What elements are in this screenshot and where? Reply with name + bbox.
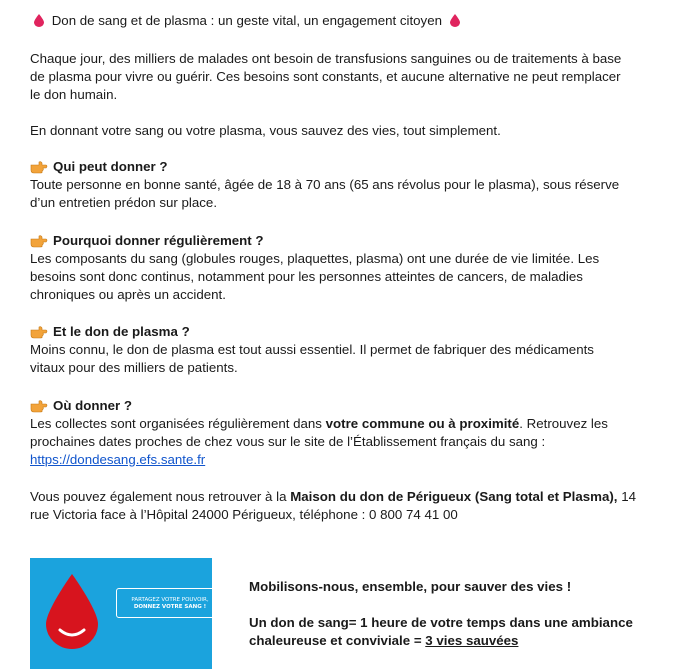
plasma-line: vitaux pour des milliers de patients. xyxy=(30,360,238,375)
callout-line xyxy=(249,632,518,650)
who-heading xyxy=(30,158,168,176)
efs-link-line xyxy=(30,451,205,469)
house-line xyxy=(30,488,636,506)
heading-text: Pourquoi donner régulièrement ? xyxy=(53,233,264,248)
plasma-heading xyxy=(30,323,190,341)
house-bold-text: Maison du don de Périgueux (Sang total et Plasma), xyxy=(290,489,618,504)
where-bold-text: votre commune ou à proximité xyxy=(325,416,520,431)
intro-line: de plasma pour vivre ou guérir. Ces besoins sont constants, et aucune alternative ne peut remplacer xyxy=(30,69,621,84)
callout-text: chaleureuse et conviviale = xyxy=(249,633,426,648)
who-line: d’un entretien prédon sur place. xyxy=(30,195,218,210)
pointing-hand-icon xyxy=(30,159,48,174)
who-line: Toute personne en bonne santé, âgée de 18 à 70 ans (65 ans révolus pour le plasma), sous réserve xyxy=(30,177,620,192)
where-line: prochaines dates proches de chez vous sur le site de l’Établissement français du sang : xyxy=(30,434,546,449)
donation-banner-image xyxy=(30,558,212,669)
where-heading xyxy=(30,397,132,415)
lives-saved-text: 3 vies sauvées xyxy=(425,633,519,648)
heading-text: Où donner ? xyxy=(53,398,133,413)
banner-line: DONNEZ VOTRE SANG ! xyxy=(133,604,207,610)
where-line xyxy=(30,415,608,433)
efs-link[interactable]: https://dondesang.efs.sante.fr xyxy=(30,452,206,467)
intro-line: Chaque jour, des milliers de malades ont besoin de transfusions sanguines ou de traitements à base xyxy=(30,51,622,66)
plasma-line: Moins connu, le don de plasma est tout aussi essentiel. Il permet de fabriquer des médicaments xyxy=(30,342,594,357)
why-line: chroniques ou après un accident. xyxy=(30,287,226,302)
title-text: Don de sang et de plasma : un geste vital, un engagement citoyen xyxy=(51,13,443,28)
pointing-hand-icon xyxy=(30,324,48,339)
pointing-hand-icon xyxy=(30,398,48,413)
why-heading xyxy=(30,232,264,250)
mobilize-text: Mobilisons-nous, ensemble, pour sauver des vies ! xyxy=(249,579,572,594)
blood-drop-icon xyxy=(450,14,460,27)
heading-text: Et le don de plasma ? xyxy=(53,324,190,339)
save-lives-text: En donnant votre sang ou votre plasma, vous sauvez des vies, tout simplement. xyxy=(30,123,501,138)
why-line: besoins sont donc continus, notamment pour les personnes atteintes de cancers, de maladies xyxy=(30,269,583,284)
smiling-blood-drop-icon xyxy=(42,572,102,652)
intro-line: le don humain. xyxy=(30,87,118,102)
house-line: rue Victoria face à l’Hôpital 24000 Périgueux, téléphone : 0 800 74 41 00 xyxy=(30,507,458,522)
banner-slogan xyxy=(116,588,212,618)
house-text: 14 xyxy=(617,489,637,504)
pointing-hand-icon xyxy=(30,233,48,248)
why-line: Les composants du sang (globules rouges, plaquettes, plasma) ont une durée de vie limitée. Les xyxy=(30,251,600,266)
callout-line: Un don de sang= 1 heure de votre temps dans une ambiance xyxy=(249,615,633,630)
banner-line: PARTAGEZ VOTRE POUVOIR, xyxy=(131,597,209,603)
document-title xyxy=(34,12,460,30)
heading-text: Qui peut donner ? xyxy=(53,159,168,174)
where-text: . Retrouvez les xyxy=(519,416,608,431)
where-text: Les collectes sont organisées régulièrement dans xyxy=(30,416,326,431)
blood-drop-icon xyxy=(34,14,44,27)
house-text: Vous pouvez également nous retrouver à la xyxy=(30,489,291,504)
